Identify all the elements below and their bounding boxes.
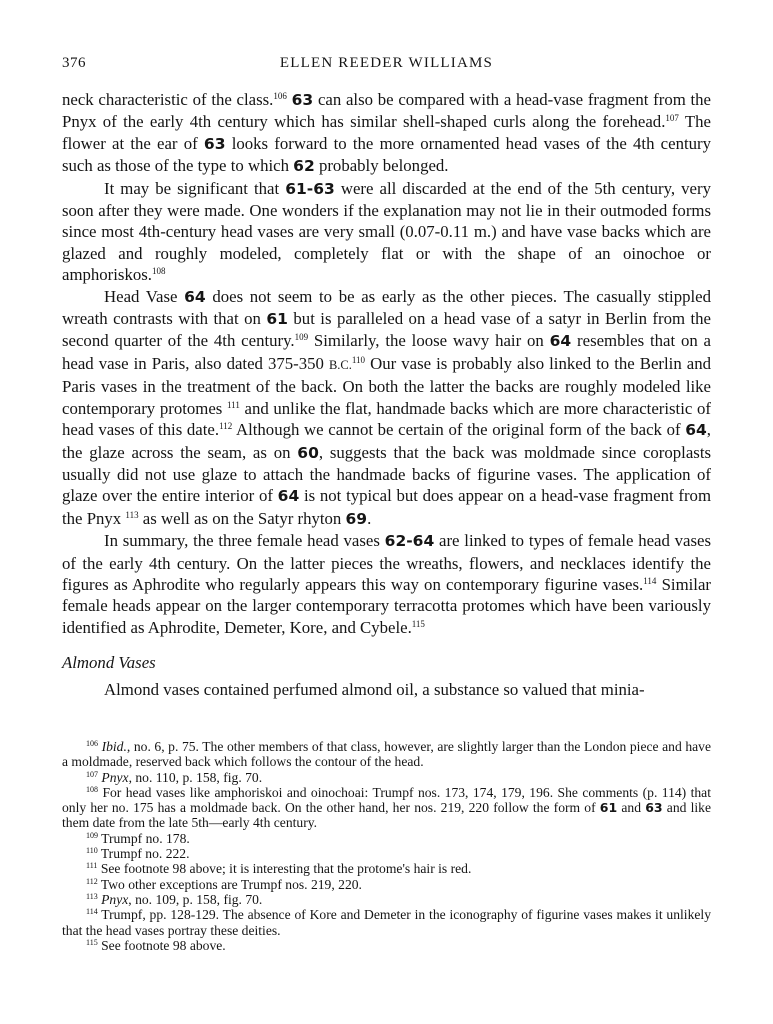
catalog-ref: 63 — [203, 134, 226, 153]
text: Similar female heads appear on the larger contemporary terracotta protomes which have been variously identified as Aphrodite, Demeter, Kore, and Cybele. — [62, 574, 711, 637]
text: but is paralleled on a head vase of a satyr in Berlin from the second quarter of the 4th century. — [62, 309, 711, 351]
catalog-ref: 64 — [685, 421, 707, 440]
running-header — [62, 55, 711, 75]
catalog-ref: 63 — [291, 91, 314, 109]
catalog-ref: 61-63 — [285, 179, 335, 198]
footnote-ref-108[interactable]: 108 — [151, 266, 166, 277]
text: resembles that on a head vase in Paris, also dated 375-350 — [62, 331, 712, 373]
footnote-ref-113[interactable]: 113 — [125, 509, 139, 520]
text: Ibid. — [101, 739, 127, 754]
footnote-ref-114[interactable]: 114 — [643, 575, 657, 586]
era-abbrev: B.C. — [328, 357, 352, 372]
footnote-ref-112[interactable]: 112 — [219, 421, 233, 432]
text: Pnyx — [101, 891, 129, 907]
text: is not typical but does appear on a head-vase fragment from the Pnyx — [62, 486, 711, 528]
footnote-number: 112 — [86, 876, 98, 886]
text: Head Vase — [104, 286, 185, 306]
footnote-number: 115 — [86, 937, 98, 947]
text: and unlike the flat, handmade backs which are more characteristic of head vases of this date. — [62, 398, 711, 440]
catalog-ref: 61 — [266, 310, 288, 329]
text: . — [367, 508, 372, 528]
footnote-113 — [62, 892, 711, 907]
text: In summary, the three female head vases — [104, 531, 385, 551]
text: Similarly, the loose wavy hair on — [308, 331, 550, 351]
text: The flower at the ear of — [62, 112, 711, 153]
footnotes — [62, 739, 711, 953]
text: See footnote 98 above. — [101, 937, 226, 953]
footnote-109 — [62, 831, 711, 846]
text: looks forward to the more ornamented head vases of the 4th century such as those of the type to which — [62, 133, 711, 176]
main-text — [62, 89, 711, 700]
paragraph-1 — [62, 89, 711, 178]
catalog-ref: 61 — [599, 800, 618, 816]
text: Trumpf no. 222. — [100, 846, 190, 862]
footnote-ref-115[interactable]: 115 — [411, 618, 425, 629]
text: See footnote 98 above; it is interesting that the protome's hair is red. — [100, 861, 472, 877]
footnote-ref-106[interactable]: 106 — [273, 91, 287, 101]
text: , the glaze across the seam, as on — [62, 420, 711, 462]
text: Trumpf, pp. 128-129. The absence of Kore and Demeter in the iconography of figurine vases makes it unlikely that the head vases portray these deities. — [62, 907, 711, 938]
text: For head vases like amphoriskoi and oinochoai: Trumpf nos. 173, 174, 179, 196. She comments (p. 114) that only her no. 175 has a moldmade back. On the other hand, her nos. 219, 220 follow the form of — [62, 784, 711, 816]
footnote-106 — [62, 739, 711, 770]
footnote-number: 113 — [86, 891, 98, 901]
text: can also be compared with a head-vase fragment from the Pnyx of the early 4th century which has similar shell-shaped curls along the forehead. — [62, 90, 712, 132]
footnote-number: 114 — [86, 907, 98, 917]
catalog-ref: 60 — [297, 443, 319, 462]
footnote-number: 106 — [86, 739, 98, 748]
text: probably belonged. — [314, 156, 449, 176]
footnote-ref-110[interactable]: 110 — [351, 354, 366, 365]
text: were all discarded at the end of the 5th century, very soon after they were made. One wonders if the explanation may not lie in their outmoded forms since most 4th-century head vases are very small (0.07-0.11 m.) and have vase backs which are glazed and roughly modeled, completely flat or with the shape of an oinochoe or amphoriskos. — [62, 178, 711, 285]
text: as well as on the Satyr rhyton — [138, 508, 346, 528]
footnote-number: 108 — [86, 784, 98, 794]
text: It may be significant that — [104, 178, 286, 198]
text: , no. 110, p. 158, fig. 70. — [128, 769, 263, 785]
text: , no. 109, p. 158, fig. 70. — [128, 891, 263, 907]
text: Although we cannot be certain of the original form of the back of — [232, 420, 686, 440]
footnote-number: 111 — [86, 861, 98, 871]
text: Two other exceptions are Trumpf nos. 219, 220. — [100, 876, 362, 892]
text: and like them date from the late 5th—early 4th century. — [62, 800, 711, 831]
footnote-ref-107[interactable]: 107 — [665, 113, 679, 124]
footnote-112 — [62, 877, 711, 892]
text: are linked to types of female head vases of the early 4th century. On the latter pieces the wreaths, flowers, and necklaces identify the figures as Aphrodite who regularly appears this way on contemporary figurine vases. — [62, 531, 711, 594]
text: does not seem to be as early as the other pieces. The casually stippled wreath contrasts with that on — [62, 286, 711, 329]
text: Our vase is probably also linked to the Berlin and Paris vases in the treatment of the back. On both the latter the backs are roughly modeled like contemporary protomes — [62, 353, 712, 418]
footnote-111 — [62, 861, 711, 876]
paragraph-2 — [62, 178, 711, 286]
page-number: 376 — [62, 55, 86, 71]
catalog-ref: 64 — [184, 287, 206, 306]
text: Trumpf no. 178. — [101, 830, 190, 846]
catalog-ref: 64 — [549, 332, 572, 351]
text: neck characteristic of the class. — [62, 90, 274, 109]
footnote-107 — [62, 770, 711, 785]
footnote-number: 110 — [86, 846, 98, 856]
text: , suggests that the back was moldmade since coroplasts usually did not use glaze to attach the handmade backs of figurine vases. The application of glaze over the entire interior of — [62, 442, 712, 506]
footnote-114 — [62, 907, 711, 938]
paragraph-3 — [62, 286, 711, 530]
section-heading: Almond Vases — [62, 653, 156, 673]
text: Almond vases contained perfumed almond oil, a substance so valued that minia- — [104, 679, 645, 699]
footnote-110 — [62, 846, 711, 861]
catalog-ref: 63 — [645, 800, 663, 816]
running-title: ELLEN REEDER WILLIAMS — [279, 55, 494, 71]
footnote-number: 107 — [86, 769, 98, 779]
text: , no. 6, p. 75. The other members of that class, however, are slightly larger than the London piece and have a moldmade, reserved back which follows the contour of the head. — [62, 739, 711, 770]
paragraph-5 — [62, 679, 711, 700]
catalog-ref: 62-64 — [384, 532, 435, 551]
footnote-115 — [62, 938, 711, 953]
catalog-ref: 64 — [277, 487, 300, 506]
catalog-ref: 69 — [345, 509, 368, 528]
text: and — [617, 800, 646, 816]
footnote-108 — [62, 785, 711, 831]
footnote-number: 109 — [86, 830, 98, 840]
text: Pnyx — [101, 769, 129, 785]
catalog-ref: 62 — [293, 157, 315, 176]
footnote-ref-109[interactable]: 109 — [294, 332, 309, 343]
paragraph-4 — [62, 530, 711, 638]
footnote-ref-111[interactable]: 111 — [226, 399, 240, 410]
